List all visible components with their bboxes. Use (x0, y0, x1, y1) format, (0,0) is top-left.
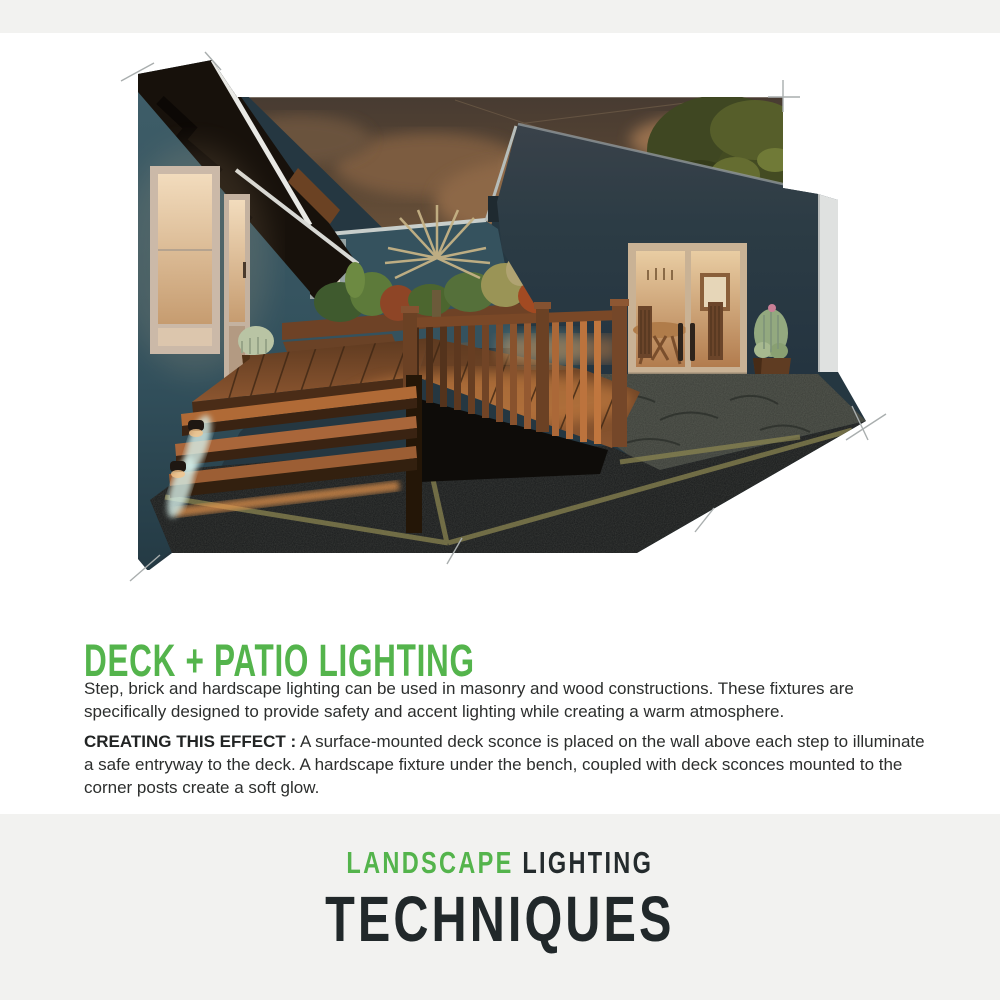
cut-edge-panel (818, 192, 838, 372)
rail-post-right (612, 305, 627, 447)
brand-word-techniques: TECHNIQUES (325, 883, 675, 955)
intro-paragraph: Step, brick and hardscape lighting can be used in masonry and wood constructions. These fixtures are specifically designed to provide safety and accent lighting while creating a warm atmosphere. (84, 679, 854, 721)
brand-line-1-text (347, 845, 654, 881)
effect-paragraph (84, 730, 930, 799)
brand-word-landscape: LANDSCAPE (346, 845, 514, 880)
photo-content (120, 50, 870, 570)
rail-post-middle (536, 308, 549, 432)
section-title-text: DECK + PATIO LIGHTING (84, 635, 475, 687)
effect-label: CREATING THIS EFFECT : (84, 732, 297, 751)
brand-word-lighting: LIGHTING (513, 845, 654, 880)
effect-text: A surface-mounted deck sconce is placed on the wall above each step to illuminate a safe entryway to the deck. A hardscape fixture under the bench, coupled with deck sconces mounted to the corner posts create a soft glow. (84, 732, 925, 797)
brand-line-2 (0, 882, 1000, 956)
brand-line-1 (0, 845, 1000, 881)
door-handle (243, 262, 246, 278)
lit-window (150, 166, 220, 354)
door-handle-left (678, 323, 683, 361)
door-handle-right (690, 323, 695, 361)
